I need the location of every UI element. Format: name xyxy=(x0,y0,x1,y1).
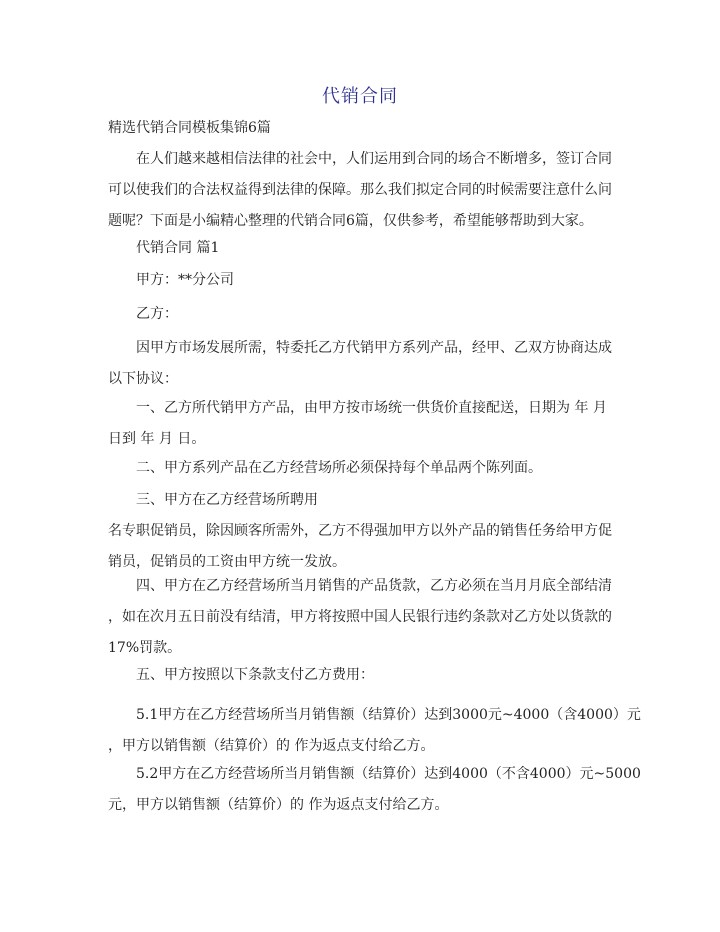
clause-4 xyxy=(108,571,616,664)
clause-5-1-line: 5.1甲方在乙方经营场所当月销售额（结算价）达到3000元~4000（含4000）元 xyxy=(136,707,641,723)
clause-5-2 xyxy=(108,759,641,821)
clause-3-line: 三、甲方在乙方经营场所聘用 xyxy=(136,492,318,508)
clause-3-line: 名专职促销员，除因顾客所需外，乙方不得强加甲方以外产品的销售任务给甲方促 xyxy=(108,523,612,539)
clause-1-line: 一、乙方所代销甲方产品，由甲方按市场统一供货价直接配送，日期为 年 月 xyxy=(136,400,607,416)
preamble-paragraph xyxy=(108,333,616,395)
document-title: 代销合同 xyxy=(322,86,398,107)
clause-5 xyxy=(108,660,616,691)
clause-1 xyxy=(108,393,616,455)
party-b-text: 乙方： xyxy=(136,306,178,322)
clause-2 xyxy=(108,453,616,484)
intro-paragraph xyxy=(108,144,616,237)
clause-5-2-line: 元，甲方以销售额（结算价）的 作为返点支付给乙方。 xyxy=(108,797,449,813)
party-b xyxy=(108,299,616,330)
clause-5-1 xyxy=(108,700,641,762)
document-subtitle xyxy=(108,113,616,144)
intro-line: 可以使我们的合法权益得到法律的保障。那么我们拟定合同的时候需要注意什么问 xyxy=(108,182,612,198)
party-a-text: 甲方：**分公司 xyxy=(136,272,234,288)
party-a xyxy=(108,265,616,296)
section-heading xyxy=(108,233,616,264)
intro-line: 题呢？下面是小编精心整理的代销合同6篇，仅供参考，希望能够帮助到大家。 xyxy=(108,213,593,229)
clause-2-line: 二、甲方系列产品在乙方经营场所必须保持每个单品两个陈列面。 xyxy=(136,460,542,476)
intro-line: 在人们越来越相信法律的社会中，人们运用到合同的场合不断增多，签订合同 xyxy=(136,151,612,167)
clause-5-1-line: ，甲方以销售额（结算价）的 作为返点支付给乙方。 xyxy=(108,738,435,754)
preamble-line: 因甲方市场发展所需，特委托乙方代销甲方系列产品，经甲、乙双方协商达成 xyxy=(136,340,612,356)
clause-5-line: 五、甲方按照以下条款支付乙方费用： xyxy=(136,667,374,683)
clause-3 xyxy=(108,485,616,578)
clause-1-line: 日到 年 月 日。 xyxy=(108,431,206,447)
clause-4-line: ，如在次月五日前没有结清，甲方将按照中国人民银行违约条款对乙方处以货款的 xyxy=(108,609,612,625)
section-title-text: 代销合同 篇1 xyxy=(136,240,220,256)
subtitle-text: 精选代销合同模板集锦6篇 xyxy=(108,120,271,136)
clause-4-line: 四、甲方在乙方经营场所当月销售的产品货款，乙方必须在当月月底全部结清 xyxy=(136,578,612,594)
preamble-line: 以下协议： xyxy=(108,371,178,387)
clause-5-2-line: 5.2甲方在乙方经营场所当月销售额（结算价）达到4000（不含4000）元~5000 xyxy=(136,766,641,782)
clause-4-line: 17%罚款。 xyxy=(108,640,182,656)
clause-3-line: 销员，促销员的工资由甲方统一发放。 xyxy=(108,554,346,570)
